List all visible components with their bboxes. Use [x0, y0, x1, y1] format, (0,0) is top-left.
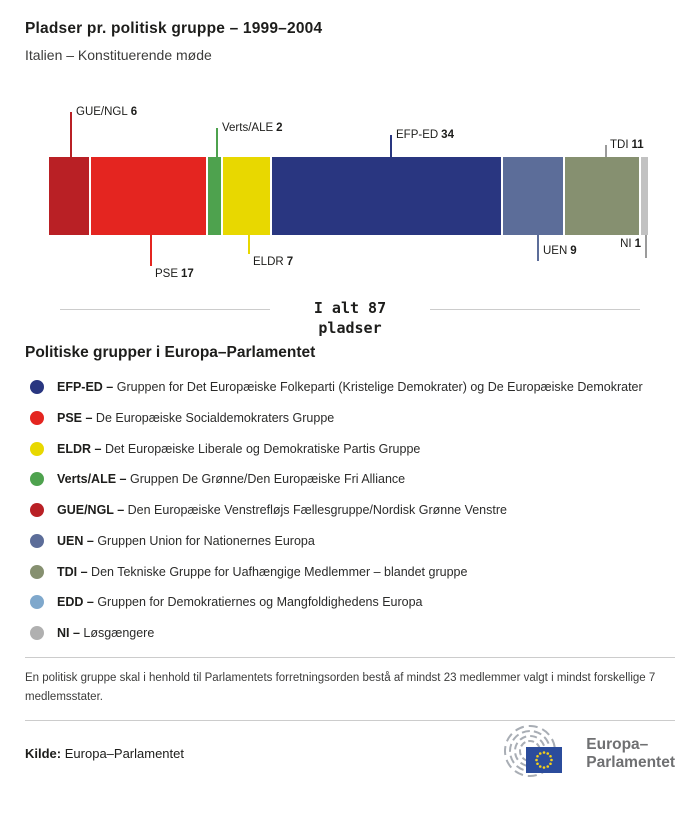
legend-item-ni — [25, 624, 675, 643]
legend-item-uen — [25, 532, 675, 551]
logo-wordmark — [586, 736, 675, 771]
legend-dot-eldr — [30, 442, 44, 456]
label-uen-name: UEN — [543, 245, 568, 257]
legend-item-verts-ale — [25, 470, 675, 489]
legend-item-tdi — [25, 563, 675, 582]
label-eldr — [253, 256, 293, 268]
label-efp-ed — [396, 129, 454, 141]
bar-segment-gue-ngl — [49, 157, 89, 235]
source-row — [25, 721, 675, 783]
label-eldr-name: ELDR — [253, 256, 284, 268]
label-pse-name: PSE — [155, 268, 179, 280]
legend-item-efp-ed — [25, 378, 675, 397]
tick-uen — [537, 235, 539, 261]
legend-desc-pse: De Europæiske Socialdemokraters Gruppe — [95, 410, 335, 425]
legend-dot-ni — [30, 626, 44, 640]
legend-abbr-edd: EDD – — [57, 595, 94, 610]
legend-item-pse — [25, 409, 675, 428]
bar-segment-efp-ed — [272, 157, 501, 235]
bar-segment-verts-ale — [208, 157, 221, 235]
legend-abbr-tdi: TDI – — [57, 564, 88, 579]
tick-gue-ngl — [70, 112, 72, 158]
stacked-bar — [49, 157, 648, 235]
legend-abbr-ni: NI – — [57, 626, 80, 640]
bar-segment-pse — [91, 157, 205, 235]
label-verts-ale-name: Verts/ALE — [222, 122, 274, 134]
legend-desc-gue-ngl: Den Europæiske Venstrefløjs Fællesgruppe/Nordisk Grønne Venstre — [127, 503, 507, 517]
legend-abbr-efp-ed: EFP-ED – — [57, 380, 114, 394]
legend-desc-uen: Gruppen Union for Nationernes Europa — [97, 533, 315, 548]
legend-desc-efp-ed: Gruppen for Det Europæiske Folkeparti (Kristelige Demokrater) og De Europæiske Demokrater — [116, 380, 643, 394]
legend-dot-efp-ed — [30, 380, 44, 394]
bar-segment-ni — [641, 157, 648, 235]
label-tdi-seats: 11 — [631, 139, 644, 151]
tick-ni — [645, 235, 647, 258]
label-ni-name: NI — [620, 238, 632, 250]
label-gue-ngl-seats: 6 — [130, 106, 138, 118]
label-efp-ed-name: EFP-ED — [396, 129, 439, 141]
bar-segment-eldr — [223, 157, 270, 235]
european-parliament-logo — [486, 725, 675, 783]
total-line2: pladser — [318, 318, 382, 337]
parliament-hemicycle-icon — [486, 725, 578, 783]
legend-abbr-verts-ale: Verts/ALE – — [57, 472, 127, 487]
legend-desc-tdi: Den Tekniske Gruppe for Uafhængige Medlemmer – blandet gruppe — [91, 564, 468, 579]
legend-desc-ni: Løsgængere — [83, 626, 155, 640]
total-annotation-row — [0, 299, 700, 338]
tick-pse — [150, 235, 152, 266]
tick-verts-ale — [216, 128, 218, 158]
legend-item-edd — [25, 593, 675, 612]
legend-item-gue-ngl — [25, 501, 675, 520]
label-ni-seats: 1 — [634, 238, 641, 250]
page-subtitle: Italien – Konstituerende møde — [25, 47, 212, 63]
page-title: Pladser pr. politisk gruppe – 1999–2004 — [25, 20, 323, 37]
source-credit — [25, 746, 184, 761]
label-uen-seats: 9 — [570, 245, 577, 257]
footnote: En politisk gruppe skal i henhold til Parlamentets forretningsorden bestå af mindst 23 medlemmer valgt i mindst forskellige 7 medlemsstater. — [25, 657, 675, 721]
label-pse-seats: 17 — [181, 268, 194, 280]
label-gue-ngl — [76, 106, 137, 118]
legend-item-eldr — [25, 440, 675, 459]
legend-dot-edd — [30, 595, 44, 609]
bar-segment-tdi — [565, 157, 639, 235]
legend-dot-tdi — [30, 565, 44, 579]
label-tdi-name: TDI — [610, 139, 629, 151]
label-verts-ale-seats: 2 — [276, 122, 283, 134]
label-eldr-seats: 7 — [286, 256, 294, 268]
legend-abbr-pse: PSE – — [57, 410, 93, 425]
legend-desc-verts-ale: Gruppen De Grønne/Den Europæiske Fri Alliance — [129, 472, 406, 487]
total-line1: I alt 87 — [313, 299, 387, 317]
bar-segment-uen — [503, 157, 564, 235]
legend-desc-edd: Gruppen for Demokratiernes og Mangfoldighedens Europa — [97, 595, 423, 610]
logo-line2: Parlamentet — [586, 753, 675, 771]
label-gue-ngl-name: GUE/NGL — [76, 106, 128, 118]
source-value: Europa–Parlamentet — [64, 746, 184, 762]
legend-desc-eldr: Det Europæiske Liberale og Demokratiske Partis Gruppe — [104, 441, 421, 456]
label-verts-ale — [222, 122, 283, 134]
tick-efp-ed — [390, 135, 392, 158]
tick-eldr — [248, 235, 250, 254]
legend-abbr-eldr: ELDR – — [57, 441, 102, 456]
legend-abbr-uen: UEN – — [57, 533, 94, 548]
total-rule-right — [430, 309, 640, 310]
total-seats-annotation — [270, 299, 430, 338]
total-rule-left — [60, 309, 270, 310]
label-ni — [620, 238, 641, 250]
logo-line1: Europa– — [586, 736, 649, 754]
legend — [0, 344, 700, 643]
eu-flag-icon — [526, 747, 562, 773]
seats-stacked-bar-chart — [0, 95, 700, 295]
label-tdi — [610, 139, 644, 151]
legend-dot-verts-ale — [30, 472, 44, 486]
label-efp-ed-seats: 34 — [441, 129, 454, 141]
legend-dot-uen — [30, 534, 44, 548]
source-label: Kilde: — [25, 746, 62, 762]
legend-abbr-gue-ngl: GUE/NGL – — [57, 503, 125, 517]
header — [0, 0, 700, 63]
label-pse — [155, 268, 194, 280]
legend-heading: Politiske grupper i Europa–Parlamentet — [25, 344, 316, 361]
legend-dot-gue-ngl — [30, 503, 44, 517]
legend-dot-pse — [30, 411, 44, 425]
label-uen — [543, 245, 577, 257]
